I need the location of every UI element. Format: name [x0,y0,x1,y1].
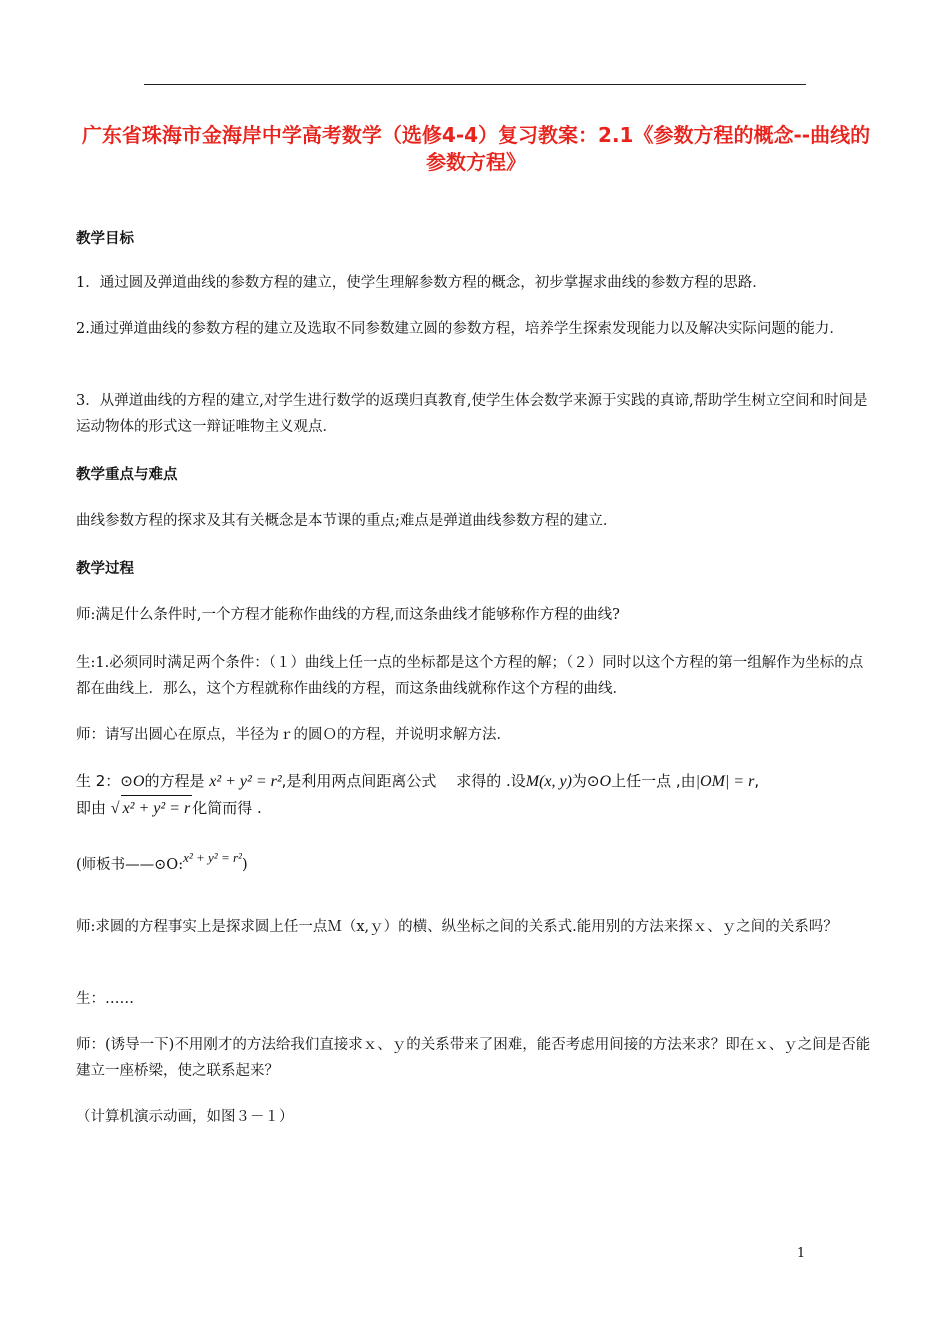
page-number: 1 [796,1246,806,1261]
student-answer-2 [76,768,876,822]
s2-text-e: 上任一点 ,由 [611,772,696,790]
s2-point-m: M(x, y) [525,773,572,790]
goal-item-3: 3．从弹道曲线的方程的建立,对学生进行数学的返璞归真教育,使学生体会数学来源于实践的真谛,帮助学生树立空间和时间是运动物体的形式这一辩证唯物主义观点． [76,393,868,435]
s2-text-c: ,是利用两点间距离公式 求得的 .设 [281,772,526,790]
goal-item-2: 2.通过弹道曲线的参数方程的建立及选取不同参数建立圆的参数方程，培养学生探索发现能力以及解决实际问题的能力． [76,321,844,337]
document-title: 广东省珠海市金海岸中学高考数学（选修4-4）复习教案：2.1《参数方程的概念--曲线的参数方程》 [81,123,871,174]
student-answer-1: 生:1.必须同时满足两个条件：（１）曲线上任一点的坐标都是这个方程的解；（２）同时以这个方程的第一组解作为坐标的点都在曲线上．那么，这个方程就称作曲线的方程，而这条曲线就称作这个方程的曲线． [76,655,864,697]
process-heading: 教学过程 [76,561,134,577]
s2-circle-equation: x² + y² = r² [209,773,282,790]
board-equation: x² + y² = r² [183,850,242,865]
board-text-b: ) [241,857,248,873]
s2-text-d: 为⊙ [571,772,600,790]
s2-line2-a: 即由 [76,799,111,817]
teacher-question-2: 师：请写出圆心在原点，半径为ｒ的圆Ｏ的方程，并说明求解方法． [76,727,511,743]
student-answer-3: 生：…… [76,991,134,1007]
s2-text-f: , [754,772,760,790]
board-text-a: (师板书——⊙O: [76,857,184,873]
s2-circle-o: O [132,773,145,790]
key-points-text: 曲线参数方程的探求及其有关概念是本节课的重点;难点是弹道曲线参数方程的建立． [76,513,618,529]
s2-text-b: 的方程是 [144,772,210,790]
sqrt-sign-icon: √ [110,800,120,817]
s2-circle-o-2: O [599,773,612,790]
s2-sqrt-body: x² + y² = r [121,795,193,822]
header-rule [144,84,806,85]
s2-sqrt-expression [111,800,192,817]
s2-line2-b: 化简而得 . [192,799,262,817]
goal-item-1: 1．通过圆及弹道曲线的参数方程的建立，使学生理解参数方程的概念，初步掌握求曲线的参数方程的思路． [76,275,767,291]
s2-text-a: 生 2：⊙ [76,772,133,790]
goals-heading: 教学目标 [76,231,134,247]
s2-om-equation: |OM| = r [695,773,755,790]
teacher-question-3: 师:求圆的方程事实上是探求圆上任一点Ｍ（x,ｙ）的横、纵坐标之间的关系式.能用别的方法来探ｘ、ｙ之间的关系吗？ [76,919,838,935]
key-points-heading: 教学重点与难点 [76,467,178,483]
animation-note: （计算机演示动画，如图３－１） [76,1109,294,1125]
board-note [76,852,876,878]
teacher-question-4: 师：(诱导一下)不用刚才的方法给我们直接求ｘ、ｙ的关系带来了困难，能否考虑用间接的方法来求？即在ｘ、ｙ之间是否能建立一座桥梁，使之联系起来？ [76,1037,871,1079]
teacher-question-1: 师:满足什么条件时,一个方程才能称作曲线的方程,而这条曲线才能够称作方程的曲线? [76,607,620,623]
